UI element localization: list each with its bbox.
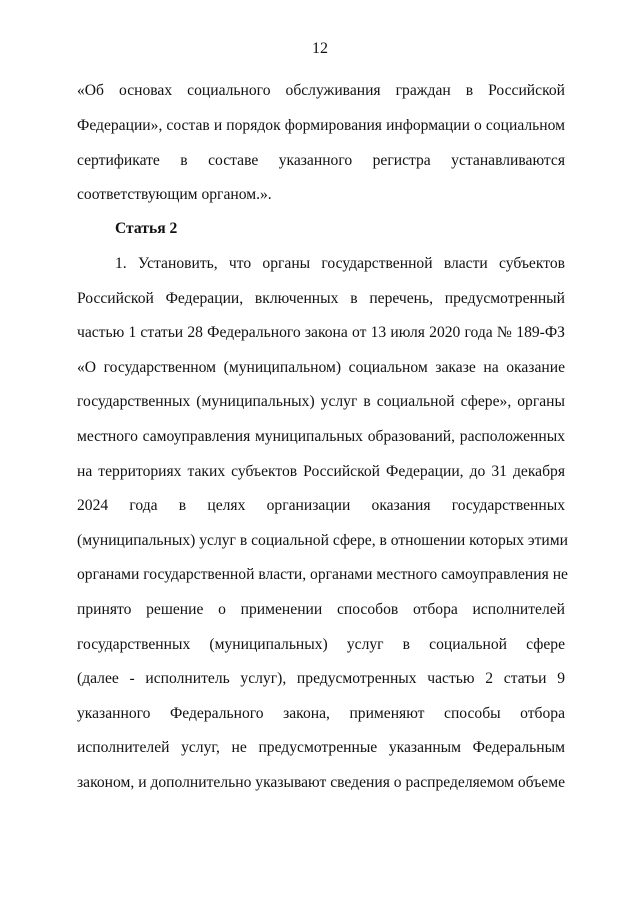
paragraph-line: соответствующим органом.». <box>77 186 272 203</box>
paragraph-line: 2024 года в целях организации оказания государственных <box>77 497 565 514</box>
paragraph-line: (муниципальных) услуг в социальной сфере, в отношении которых этими <box>77 532 568 549</box>
paragraph-line: на территориях таких субъектов Российской Федерации, до 31 декабря <box>77 463 565 480</box>
paragraph-line: законом, и дополнительно указывают сведения о распределяемом объеме <box>77 774 565 791</box>
paragraph-line: государственных (муниципальных) услуг в социальной сфере <box>77 636 565 653</box>
paragraph-line: Российской Федерации, включенных в перечень, предусмотренный <box>77 290 565 307</box>
paragraph-line: исполнителей услуг, не предусмотренные указанным Федеральным <box>77 739 565 756</box>
paragraph-line: принято решение о применении способов отбора исполнителей <box>77 601 565 618</box>
paragraph-line: (далее - исполнитель услуг), предусмотренных частью 2 статьи 9 <box>77 670 565 687</box>
paragraph-line: государственных (муниципальных) услуг в социальной сфере», органы <box>77 393 565 410</box>
paragraph-line: органами государственной власти, органами местного самоуправления не <box>77 566 568 583</box>
paragraph-line: сертификате в составе указанного регистра устанавливаются <box>77 152 565 169</box>
paragraph-line: местного самоуправления муниципальных образований, расположенных <box>77 428 565 445</box>
paragraph-line: «Об основах социального обслуживания граждан в Российской <box>77 82 565 99</box>
page-number: 12 <box>312 40 328 57</box>
paragraph-line: 1. Установить, что органы государственной власти субъектов <box>115 255 565 272</box>
paragraph-line: частью 1 статьи 28 Федерального закона от 13 июля 2020 года № 189-ФЗ <box>77 324 565 341</box>
paragraph-line: «О государственном (муниципальном) социальном заказе на оказание <box>77 359 565 376</box>
paragraph-line: Федерации», состав и порядок формирования информации о социальном <box>77 117 565 134</box>
paragraph-line: указанного Федерального закона, применяют способы отбора <box>77 705 565 722</box>
article-heading: Статья 2 <box>115 220 178 237</box>
